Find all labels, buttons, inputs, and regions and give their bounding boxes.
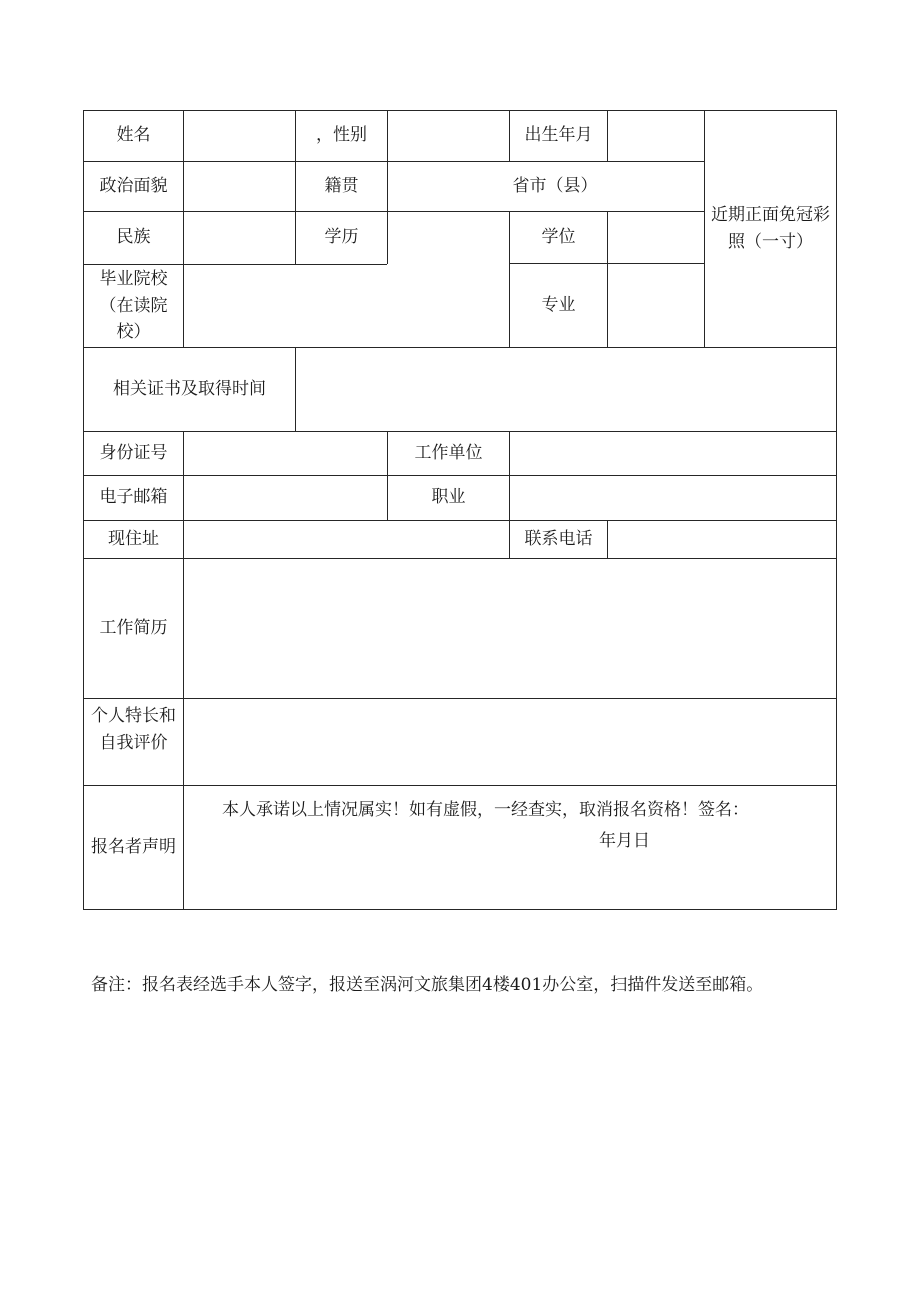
school-field[interactable] [184,265,509,347]
gender-label: ，性别 [316,125,367,146]
email-label: 电子邮箱 [99,487,168,508]
major-field[interactable] [608,264,704,347]
school-label: 毕业院校（在读院校） [99,269,168,343]
declaration-text: 本人承诺以上情况属实！如有虚假，一经查实，取消报名资格！签名： [222,800,749,820]
email-field[interactable] [184,476,387,520]
photo-box[interactable]: 近期正面免冠彩照（一寸） [711,204,830,252]
political-label: 政治面貌 [99,175,168,196]
ethnicity-field[interactable] [184,212,295,264]
major-label: 专业 [541,294,576,315]
signature-field[interactable] [184,786,836,909]
employer-label: 工作单位 [414,442,483,463]
native-field[interactable]: 省市（县） [512,175,598,196]
degree-label: 学位 [541,226,576,247]
skills-field[interactable] [184,699,836,785]
occupation-field[interactable] [510,476,836,520]
education-label: 学历 [324,227,359,248]
declaration-date: 年月日 [599,831,650,851]
gender-field[interactable] [388,111,509,161]
native-label: 籍贯 [324,175,359,196]
id-label: 身份证号 [99,442,168,463]
education-field[interactable] [388,212,509,264]
address-field[interactable] [184,521,509,558]
phone-field[interactable] [608,521,836,558]
resume-field[interactable] [184,559,836,698]
id-field[interactable] [184,432,387,475]
birth-label: 出生年月 [524,125,593,146]
skills-label: 个人特长和自我评价 [91,705,176,753]
resume-label: 工作简历 [99,617,168,638]
certificate-label: 相关证书及取得时间 [113,378,266,399]
employer-field[interactable] [510,432,836,475]
birth-field[interactable] [608,111,704,161]
ethnicity-label: 民族 [116,227,151,248]
name-field[interactable] [184,111,295,161]
address-label: 现住址 [108,528,159,549]
degree-field[interactable] [608,212,704,263]
phone-label: 联系电话 [524,528,593,549]
certificate-field[interactable] [296,348,836,431]
occupation-label: 职业 [431,487,466,508]
footnote: 备注：报名表经选手本人签字，报送至涡河文旅集团4楼401办公室，扫描件发送至邮箱。 [91,975,764,995]
declaration-label: 报名者声明 [91,836,176,857]
political-field[interactable] [184,162,295,211]
name-label: 姓名 [116,125,151,146]
